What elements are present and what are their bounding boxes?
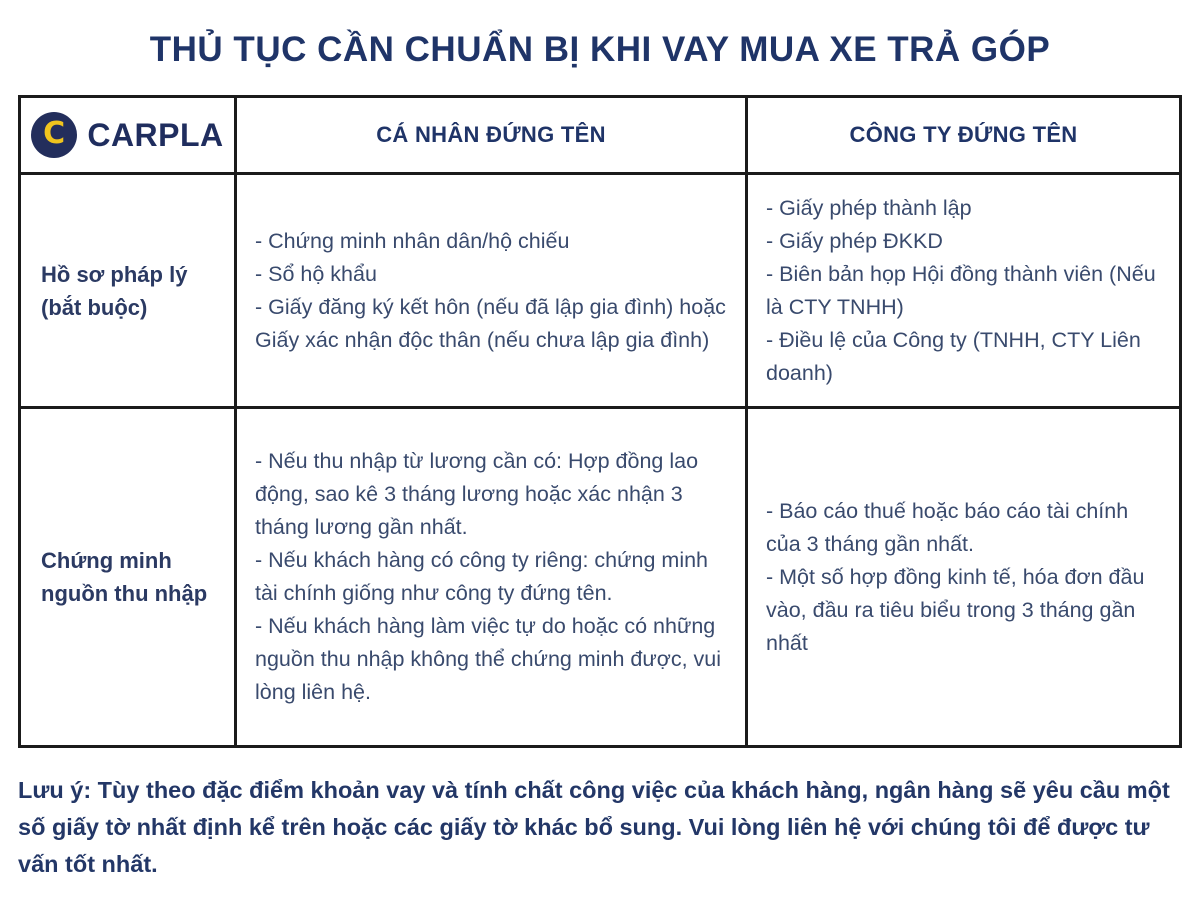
footer-note: Lưu ý: Tùy theo đặc điểm khoản vay và tính chất công việc của khách hàng, ngân hàng sẽ yêu cầu một số giấy tờ nhất định kể trên hoặc các giấy tờ khác bổ sung. Vui lòng liên hệ với chúng tôi để được tư vấn tốt nhất. bbox=[18, 777, 1170, 877]
list-item: - Giấy đăng ký kết hôn (nếu đã lập gia đình) hoặc Giấy xác nhận độc thân (nếu chưa lập gia đình) bbox=[255, 294, 726, 352]
list-item: - Chứng minh nhân dân/hộ chiếu bbox=[255, 228, 570, 253]
row-label-legal-docs: Hồ sơ pháp lý (bắt buộc) bbox=[21, 175, 237, 409]
logo-monogram: C bbox=[43, 116, 66, 151]
list-item: - Biên bản họp Hội đồng thành viên (Nếu là CTY TNHH) bbox=[766, 261, 1156, 319]
list-item: - Nếu khách hàng làm việc tự do hoặc có những nguồn thu nhập không thể chứng minh được, vui lòng liên hệ. bbox=[255, 614, 722, 704]
list-item: - Điều lệ của Công ty (TNHH, CTY Liên doanh) bbox=[766, 327, 1141, 385]
table-header-logo bbox=[21, 98, 237, 175]
table-header-personal: CÁ NHÂN ĐỨNG TÊN bbox=[237, 98, 748, 175]
row-label-income-proof: Chứng minh nguồn thu nhập bbox=[21, 409, 237, 745]
list-item: - Sổ hộ khẩu bbox=[255, 261, 377, 286]
list-item: - Giấy phép ĐKKD bbox=[766, 228, 943, 253]
income-proof-company-cell bbox=[748, 409, 1179, 745]
list-item: - Một số hợp đồng kinh tế, hóa đơn đầu vào, đầu ra tiêu biểu trong 3 tháng gần nhất bbox=[766, 564, 1145, 655]
list-item: - Báo cáo thuế hoặc báo cáo tài chính của 3 tháng gần nhất. bbox=[766, 498, 1129, 556]
requirements-table bbox=[18, 95, 1182, 748]
list-item: - Giấy phép thành lập bbox=[766, 195, 972, 220]
table-header-company: CÔNG TY ĐỨNG TÊN bbox=[748, 98, 1179, 175]
list-item: - Nếu thu nhập từ lương cần có: Hợp đồng lao động, sao kê 3 tháng lương hoặc xác nhận 3 tháng lương gần nhất. bbox=[255, 449, 699, 539]
legal-docs-personal-cell bbox=[237, 175, 748, 409]
list-item: - Nếu khách hàng có công ty riêng: chứng minh tài chính giống như công ty đứng tên. bbox=[255, 548, 709, 605]
carpla-logo-icon bbox=[31, 112, 77, 158]
carpla-wordmark: CARPLA bbox=[87, 116, 224, 153]
legal-docs-company-cell bbox=[748, 175, 1179, 409]
page-title: THỦ TỤC CẦN CHUẨN BỊ KHI VAY MUA XE TRẢ GÓP bbox=[149, 30, 1051, 69]
income-proof-personal-cell bbox=[237, 409, 748, 745]
